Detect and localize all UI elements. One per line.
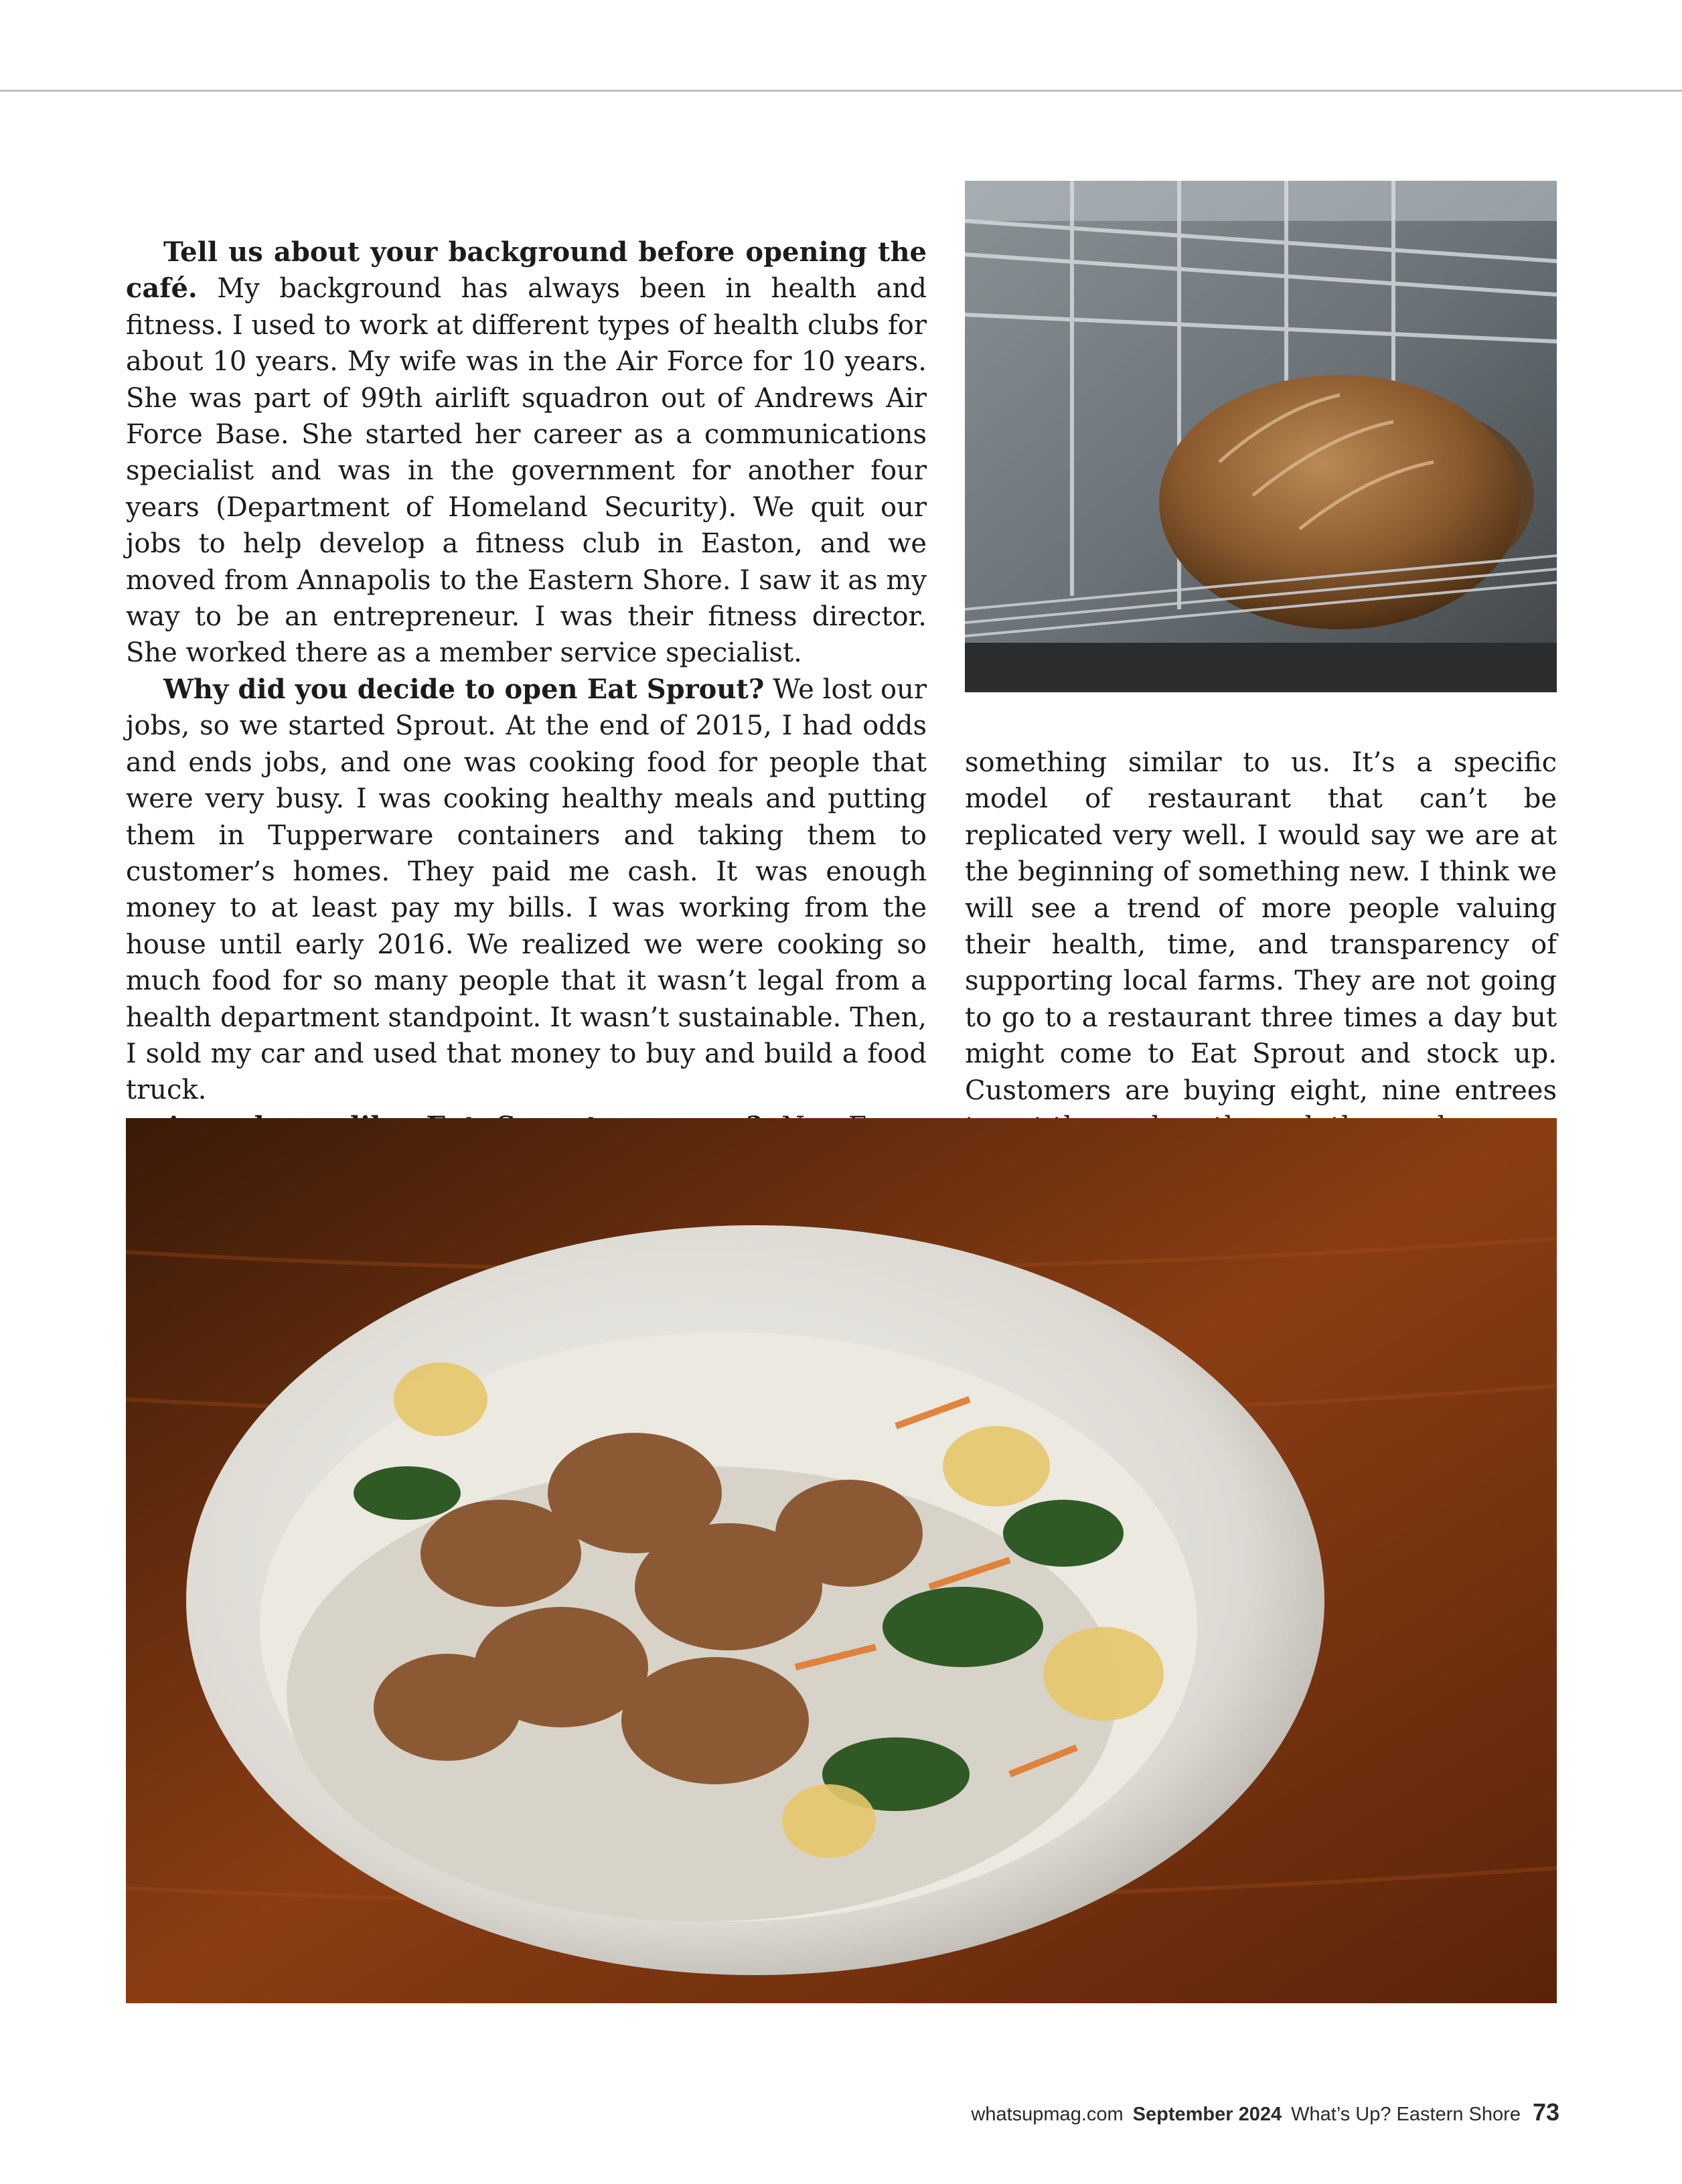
continued-paragraph: something similar to us. It’s a specific model of restaurant that can’t be replicated very well. I would say we are at the beginning of something new. I think we will see a trend of more people valuing their health, time, and transparency of supporting local farms. They are not going to go to a restaurant three times a day but might come to Eat Sprout and stock up. Customers are buying eight, nine entrees — [965, 747, 1557, 1106]
article-right-column — [965, 745, 1557, 1145]
article-left-column — [126, 234, 927, 1254]
question-background: Tell us about your background before opening the café. — [126, 236, 927, 305]
page-footer — [971, 2098, 1559, 2126]
page-number: 73 — [1532, 2098, 1559, 2126]
answer-background: My background has always been in health and fitness. I used to work at different types of health clubs for about 10 years. My wife was in the Air Force for 10 years. She was part of 99th airlift squadron out of Andrews Air Force Base. She started her career as a communications specialist and was in the government for another four years (Department of Homeland Security). We quit our jobs to help develop a fitness club in Easton, and we moved from Annapolis to the Eastern Shore. I saw it as my way to be an entrepreneur. I was their fitness director. She worked there as a member service specialist. — [126, 273, 927, 669]
question-why-open: Why did you decide to open Eat Sprout? — [163, 673, 765, 705]
footer-issue: September 2024 — [1132, 2104, 1282, 2125]
qa-paragraph-why-open — [126, 672, 927, 1109]
footer-publication: What’s Up? Eastern Shore — [1291, 2104, 1521, 2125]
top-rule — [0, 90, 1682, 92]
bread-loaf-photo — [965, 181, 1557, 692]
answer-why-open: We lost our jobs, so we started Sprout. At the end of 2015, I had odds and ends jobs, and one was cooking food for people that were very busy. I was cooking healthy meals and putting them in Tupperware containers and taking them to customer’s homes. They paid me cash. It was enough money to at least pay my bills. I was working from the house until early 2016. We realized we were cooking so much food for so many people that it wasn’t legal from a health department standpoint. It wasn’t sustainable. Then, I sold my car and used that money to buy and build a food truck. — [126, 674, 927, 1106]
footer-website: whatsupmag.com — [971, 2104, 1124, 2125]
qa-paragraph-background — [126, 234, 927, 672]
rice-bowl-photo — [126, 1118, 1557, 2003]
